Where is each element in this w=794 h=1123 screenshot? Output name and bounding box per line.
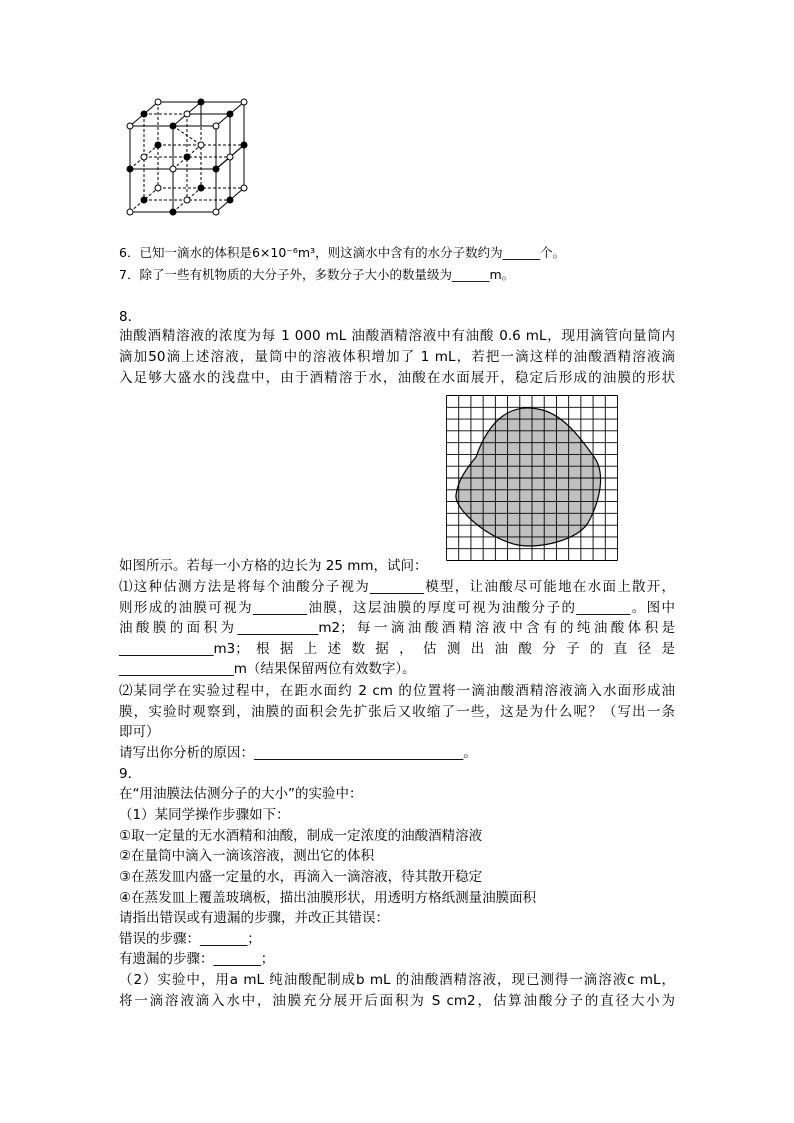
question-9-step: ②在量筒中滴入一滴该溶液，测出它的体积	[119, 848, 375, 864]
question-8-part2-line: 即可）	[119, 724, 160, 740]
crystal-lattice-figure	[124, 96, 250, 218]
oil-film-grid-figure	[446, 395, 618, 561]
question-9-step: ①取一定量的无水酒精和油酸，制成一定浓度的油酸酒精溶液	[119, 828, 483, 844]
question-8-part2-line: ⑵某同学在实验过程中，在距水面约 2 cm 的位置将一滴油酸酒精溶液滴入水面形成油	[119, 683, 675, 699]
question-8-answer-line: 请写出你分析的原因：_______________________________。	[119, 745, 477, 761]
question-8-number: 8．	[119, 309, 142, 325]
question-9-step: ③在蒸发皿内盛一定量的水，再滴入一滴溶液，待其散开稳定	[119, 869, 483, 885]
question-9-blank-line: 有遗漏的步骤：_______；	[119, 951, 275, 967]
question-9-text-line: 请指出错误或有遗漏的步骤，并改正其错误：	[119, 910, 389, 926]
question-8-text-line: ______________m3； 根 据 上 述 数 据 ， 估 测 出 油 酸 分 子 的 直 径 是	[119, 641, 675, 657]
question-8-text-line: 滴加50滴上述溶液，量筒中的溶液体积增加了 1 mL，若把一滴这样的油酸酒精溶液滴	[119, 349, 675, 365]
question-6: 6．已知一滴水的体积是6×10⁻⁶m³，则这滴水中含有的水分子数约为______个。	[119, 245, 566, 260]
question-9-part2-line: 将一滴溶液滴入水中，油膜充分展开后面积为 S cm2，估算油酸分子的直径大小为	[119, 993, 675, 1009]
question-8-text-line: 入足够大盛水的浅盘中，由于酒精溶于水，油酸在水面展开，稳定后形成的油膜的形状	[119, 370, 675, 386]
question-8-text-line: 油酸酒精溶液的浓度为每 1 000 mL 油酸酒精溶液中有油酸 0.6 mL，现用滴管向量筒内	[119, 328, 675, 344]
question-9-step: ④在蒸发皿上覆盖玻璃板，描出油膜形状，用透明方格纸测量油膜面积	[119, 890, 537, 906]
question-9-blank-line: 错误的步骤：_______；	[119, 931, 261, 947]
question-9-text-line: （1）某同学操作步骤如下：	[119, 807, 290, 823]
question-8-text-line: _________________m（结果保留两位有效数字）。	[119, 661, 416, 677]
question-9-text-line: 在“用油膜法估测分子的大小”的实验中：	[119, 786, 363, 802]
question-8-text-line: ⑴这种估测方法是将每个油酸分子视为________模型，让油酸尽可能地在水面上散开，	[119, 579, 675, 595]
question-8-text-line: 如图所示。若每一小方格的边长为 25 mm，试问：	[119, 558, 428, 574]
question-8-text-line: 则形成的油膜可视为________油膜，这层油膜的厚度可视为油酸分子的________。图中	[119, 600, 675, 616]
question-9-number: 9．	[119, 766, 142, 782]
question-8-text-line: 油酸膜的面积为____________m2；每一滴油酸酒精溶液中含有的纯油酸体积是	[119, 620, 675, 636]
question-8-part2-line: 膜，实验时观察到，油膜的面积会先扩张后又收缩了一些，这是为什么呢？（写出一条	[119, 704, 675, 720]
question-7: 7．除了一些有机物质的大分子外，多数分子大小的数量级为______m。	[119, 267, 515, 282]
question-9-part2-line: （2）实验中，用a mL 纯油酸配制成b mL 的油酸酒精溶液，现已测得一滴溶液c mL，	[119, 972, 675, 988]
